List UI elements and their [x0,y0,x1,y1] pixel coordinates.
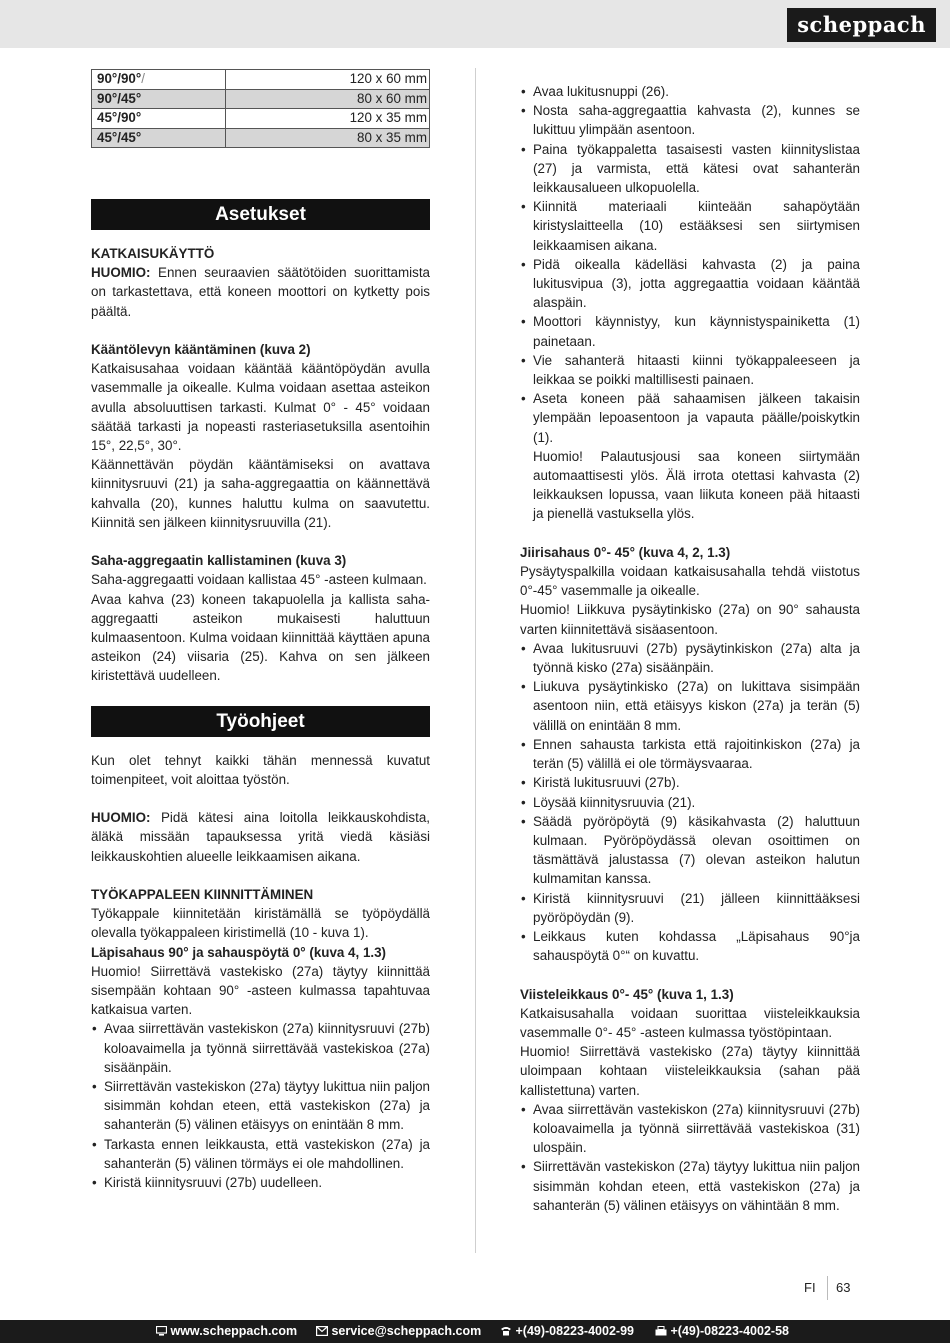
turntable-text-1: Katkaisusahaa voidaan kääntää kääntöpöydän avulla vasemmalle ja oikealle. Kulma voidaan asettaa asteikon avulla absoluuttisen tarkasti. Kulmat 0° - 45° voidaan säätää tarkasti ja nopeasti rasteriasetuksilla asentoihin 15°, 22,5°, 30°. [91,361,430,454]
table-row [92,89,430,109]
list-item [520,389,860,523]
list-item: • Kiinnitä materiaali kiinteään sahapöytään kiristyslaitteella (10) estääksesi sen siirtymisen leikkaamisen aikana. [520,197,860,255]
table-row [92,109,430,129]
bevel-cut-text-1: Katkaisusahalla voidaan suorittaa viisteleikkauksia vasemmalle 0°- 45° -asteen kulmassa työstöpintaan. [520,1005,860,1040]
list-item: • Tarkasta ennen leikkausta, että vastekiskon (27a) ja sahanterän (5) välinen törmäys ei ole mahdollinen. [91,1135,430,1173]
clamp-text: Työkappale kiinnitetään kiristämällä se työpöydällä olevalla työkappaleen kiristimellä (10 - kuva 1). [91,906,430,941]
angle-value: 45°/45° [97,129,142,145]
fax-icon [655,1326,667,1336]
list-item: • Avaa lukitusruuvi (27b) pysäytinkiskon (27a) alta ja työnnä kisko (27a) sisäänpäin. [520,639,860,677]
turntable-title: Kääntölevyn kääntäminen (kuva 2) [91,342,311,357]
angle-value: 45°/90° [97,110,142,126]
table-row [92,70,430,90]
size-cell: 120 x 60 mm [225,70,429,90]
through-cut-text: Huomio! Siirrettävä vastekisko (27a) täytyy kiinnittää sisempään kohtaan 90° -asteen kulmassa tapahtuvaa katkaisua varten. [91,963,430,1018]
list-item: • Vie sahanterä hitaasti kiinni työkappaleeseen ja leikkaa se poikki maltillisesti painaen. [520,351,860,389]
fax-contact [655,1320,789,1343]
language-code: FI [804,1280,816,1295]
list-item: • Moottori käynnistyy, kun käynnistyspainiketta (1) painetaan. [520,312,860,350]
tilt-text-1: Saha-aggregaatti voidaan kallistaa 45° -asteen kulmaan. [91,572,427,588]
list-item: • Kiristä kiinnitysruuvi (27b) uudelleen. [91,1173,430,1192]
list-item: • Kiristä lukitusruuvi (27b). [520,773,860,792]
left-column [91,68,430,1192]
warning-paragraph [91,808,430,866]
steps-note: Huomio! Palautusjousi saa koneen siirtymään automaattisesti ylös. Älä irrota otettasi kahvasta (2) leikkauksen lopussa, vaan liikuta koneen pää hitaasti ja pienellä vastuksella ylös. [533,448,860,522]
tilt-title: Saha-aggregaatin kallistaminen (kuva 3) [91,553,347,569]
list-item: • Liukuva pysäytinkisko (27a) on lukittava sisimpään asentoon niin, että etäisyys kiskon (27a) ja terän (5) välillä on enintään 8 mm. [520,677,860,735]
bevel-cut-title: Viisteleikkaus 0°- 45° (kuva 1, 1.3) [520,986,734,1002]
header-bar [0,0,950,48]
list-item: • Paina työkappaletta tasaisesti vasten kiinnityslistaa (27) ja varmista, että kätesi ovat sahanterän leikkausalueen ulkopuolella. [520,140,860,198]
size-cell: 80 x 35 mm [225,128,429,148]
bevel-cut-text-2: Huomio! Siirrettävä vastekisko (27a) täytyy kiinnittää uloimpaan kohtaan viisteleikkauksia (sahan pää kallistettuna) varten. [520,1044,860,1098]
miter-cut-steps [520,639,860,965]
angle-suffix: / [141,71,145,87]
list-item: • Löysää kiinnitysruuvia (21). [520,793,860,812]
list-item: • Säädä pyöröpöytä (9) käsikahvasta (2) haluttuun kulmaan. Pyöröpöydässä olevan osoittimen on täsmättävä jalustassa (7) olevan asteikon halutun kulmamitan kanssa. [520,812,860,889]
miter-cut-text-1: Pysäytyspalkilla voidaan katkaisusahalla tehdä viistotus 0°-45° vasemmalle ja oikealle. [520,564,860,599]
website-contact [156,1320,297,1343]
contact-bar [0,1320,950,1343]
section-heading-work-instructions: Työohjeet [91,706,430,737]
warning-text: Pidä kätesi aina loitolla leikkauskohdista, äläkä missään tapauksessa yritä viedä käsiäsi leikkauskohtien alueelle leikkaamisen aikana. [91,810,430,864]
tilt-text-2: Avaa kahva (23) koneen takapuolella ja kallista saha-aggregaatti asteikon mukaisesti haluttuun kulmaasentoon. Kulma voidaan kiinnittää käyttäen apuna asteikon (24) viisaria (25). Kahva on sen jälkeen kiristettävä uudelleen. [91,591,430,684]
angle-cell [92,89,226,109]
list-item: • Ennen sahausta tarkista että rajoitinkiskon (27a) ja terän (5) välillä ei ole törmäysvaaraa. [520,735,860,773]
size-cell: 80 x 60 mm [225,89,429,109]
scheppach-logo: scheppach [787,8,936,42]
clamp-title: TYÖKAPPALEEN KIINNITTÄMINEN [91,887,314,903]
footer-separator [827,1276,828,1300]
list-item: • Avaa lukitusnuppi (26). [520,82,860,101]
email-link[interactable]: service@scheppach.com [331,1324,482,1338]
list-item: • Siirrettävän vastekiskon (27a) täytyy lukittua niin paljon sisimmän kohdan eteen, että vastekiskon (27a) ja sahanterän (5) välinen etäisyys on enintään 8 mm. [91,1077,430,1135]
envelope-icon [316,1326,328,1336]
page-number: 63 [836,1280,851,1295]
list-item: • Avaa siirrettävän vastekiskon (27a) kiinnitysruuvi (27b) koloavaimella ja työnnä siirrettävää vastekiskoa (31) ulospäin. [520,1100,860,1158]
bevel-cut-steps [520,1100,860,1215]
email-contact [316,1320,481,1343]
list-item: • Avaa siirrettävän vastekiskon (27a) kiinnitysruuvi (27b) koloavaimella ja työnnä siirrettävää vastekiskoa (27a) sisäänpäin. [91,1019,430,1077]
turntable-text-2: Käännettävän pöydän kääntämiseksi on avattava kiinnitysruuvi (21) ja saha-aggregaattia on käännettävä kahvalla (20), kunnes haluttu kulma on saavutettu. Kiinnitä sen jälkeen kiinnitysruuvilla (21). [91,457,430,530]
note-text: Ennen seuraavien säätötöiden suorittamista on tarkastettava, että koneen moottori on kytketty pois päältä. [91,265,430,319]
website-link[interactable]: www.scheppach.com [170,1324,298,1338]
miter-cut-title: Jiirisahaus 0°- 45° (kuva 4, 2, 1.3) [520,544,731,560]
cut-mode-title: KATKAISUKÄYTTÖ [91,246,215,261]
size-cell: 120 x 35 mm [225,109,429,129]
right-column [520,82,860,1215]
warning-label: HUOMIO: [91,810,151,826]
list-item: • Nosta saha-aggregaattia kahvasta (2), kunnes se lukittuu ylimpään asentoon. [520,101,860,139]
angle-value: 90°/90° [97,71,142,87]
through-cut-steps [91,1019,430,1192]
section-heading-settings: Asetukset [91,199,430,230]
note-paragraph [91,263,430,321]
monitor-icon [156,1326,167,1336]
phone-number: +(49)-08223-4002-99 [515,1324,634,1338]
table-row [92,128,430,148]
column-divider [475,68,476,1253]
angle-cell [92,128,226,148]
list-item: • Pidä oikealla kädelläsi kahvasta (2) ja paina lukitusvipua (3), jotta aggregaattia voidaan kääntää alaspäin. [520,255,860,313]
angle-cell [92,70,226,90]
phone-icon [500,1326,512,1336]
note-label: HUOMIO: [91,265,151,281]
cutting-capacity-table [91,69,430,148]
step-text: Aseta koneen pää sahaamisen jälkeen takaisin ylempään lepoasentoon ja vapauta päälle/poiskytkin (1). [533,391,860,445]
fax-number: +(49)-08223-4002-58 [670,1324,789,1338]
list-item: • Siirrettävän vastekiskon (27a) täytyy lukittua niin paljon sisimmän kohdan eteen, että vastekiskon (27a) ja sahanterän (5) välinen etäisyys on vähintään 8 mm. [520,1157,860,1215]
angle-value: 90°/45° [97,90,142,106]
miter-cut-text-2: Huomio! Liikkuva pysäytinkisko (27a) on 90° sahausta varten kiinnitettävä sisäasentoon. [520,602,860,637]
list-item: • Kiristä kiinnitysruuvi (21) jälleen kiinnittääksesi pyöröpöydän (9). [520,889,860,927]
phone-contact [500,1320,634,1343]
list-item: • Leikkaus kuten kohdassa „Läpisahaus 90°ja sahauspöytä 0°“ on kuvattu. [520,927,860,965]
angle-cell [92,109,226,129]
cutting-steps [520,82,860,524]
through-cut-title: Läpisahaus 90° ja sahauspöytä 0° (kuva 4, 1.3) [91,944,387,960]
work-intro-text: Kun olet tehnyt kaikki tähän mennessä kuvatut toimenpiteet, voit aloittaa työstön. [91,752,430,787]
